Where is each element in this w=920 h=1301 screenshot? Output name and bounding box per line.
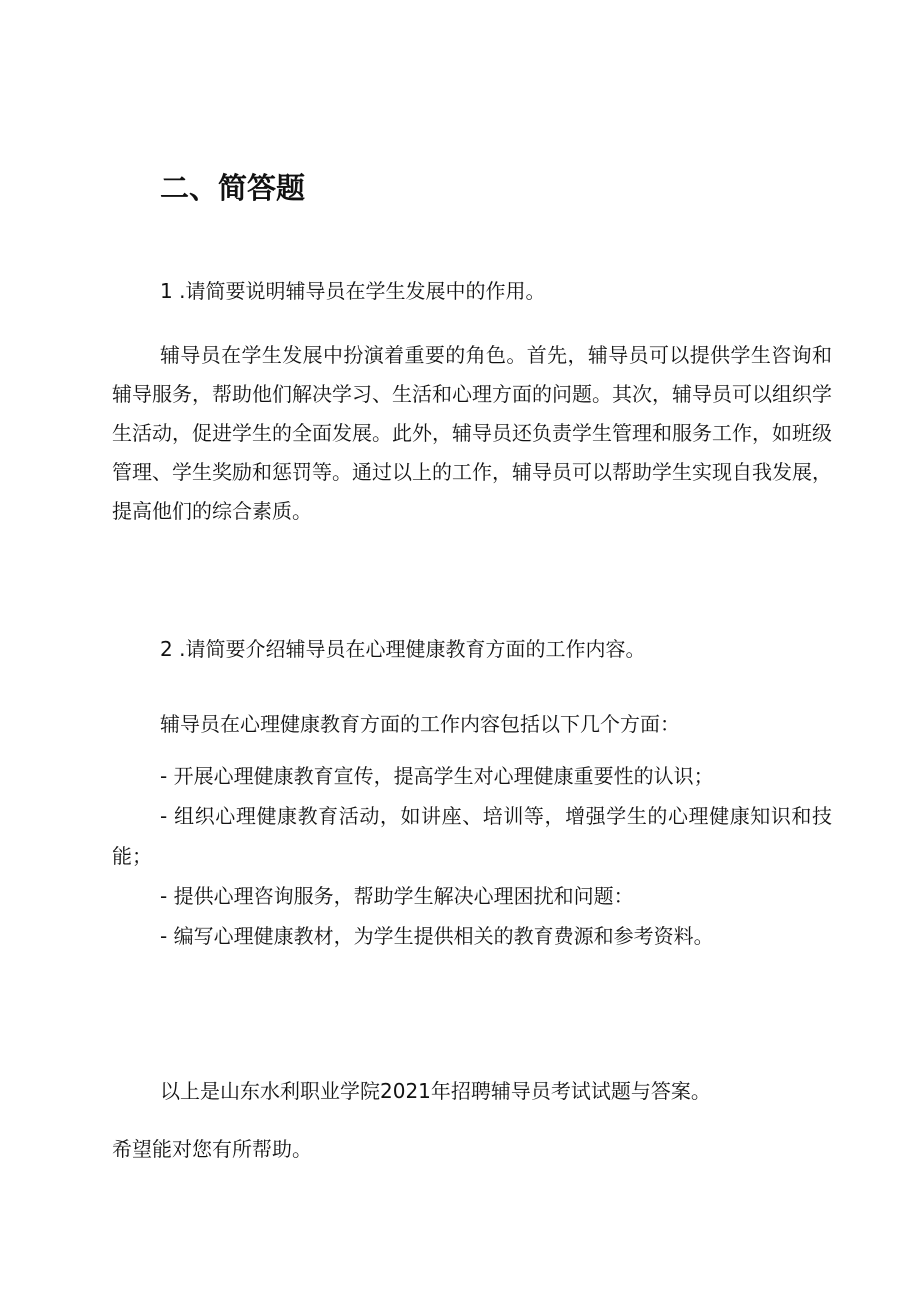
question-1-answer: 辅导员在学生发展中扮演着重要的角色。首先，辅导员可以提供学生咨询和辅导服务，帮助他们解决学习、生活和心理方面的问题。其次，辅导员可以组织学生活动，促进学生的全面发展。此外，辅导员还负责学生管理和服务工作，如班级管理、学生奖励和惩罚等。通过以上的工作，辅导员可以帮助学生实现自我发展，提高他们的综合素质。 [112, 343, 832, 523]
list-item: - 组织心理健康教育活动，如讲座、培训等，增强学生的心理健康知识和技能； [112, 804, 832, 868]
list-item: - 编写心理健康教材，为学生提供相关的教育费源和参考资料。 [160, 924, 714, 948]
closing-line-1: 以上是山东水利职业学院2021年招聘辅导员考试试题与答案。 [160, 1079, 711, 1103]
question-2-items [112, 756, 832, 956]
list-item: - 提供心理咨询服务，帮助学生解决心理困扰和问题： [160, 884, 634, 908]
question-2-prompt: 2 .请简要介绍辅导员在心理健康教育方面的工作内容。 [160, 637, 646, 661]
question-1-prompt: 1 .请简要说明辅导员在学生发展中的作用。 [160, 279, 546, 303]
section-title: 二、简答题 [160, 171, 306, 205]
closing-line-2: 希望能对您有所帮助。 [112, 1137, 312, 1161]
question-2-intro: 辅导员在心理健康教育方面的工作内容包括以下几个方面： [160, 712, 680, 736]
list-item: - 开展心理健康教育宣传，提高学生对心理健康重要性的认识； [160, 764, 714, 788]
